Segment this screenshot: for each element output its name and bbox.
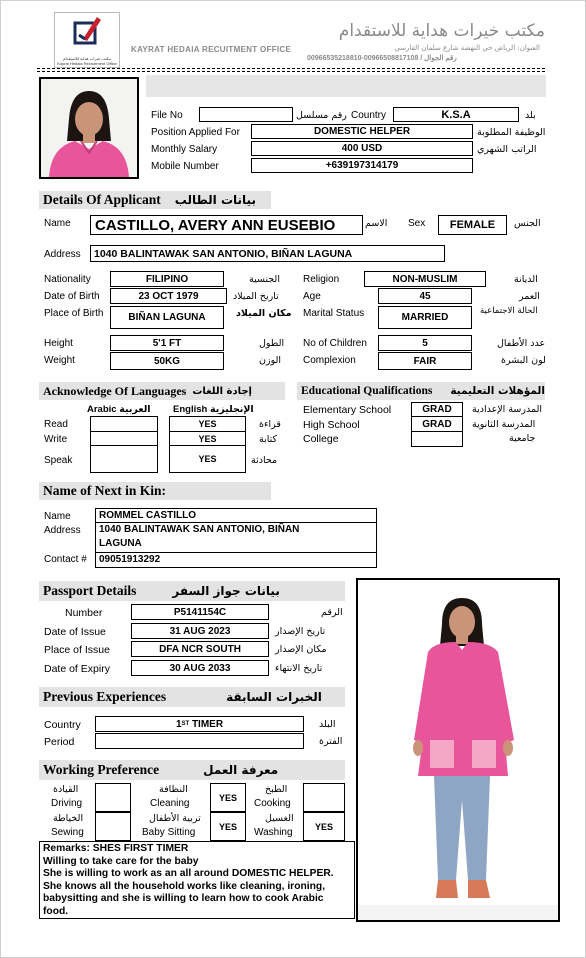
baby-cell: YES	[210, 812, 246, 841]
complexion-label: Complexion	[303, 355, 356, 366]
experience-header: Previous Experiences الخبرات السابقة	[39, 687, 345, 707]
languages-header: Acknowledge Of Languages إجادة اللغات	[39, 382, 285, 400]
preference-header: Working Preference معرفة العمل	[39, 760, 345, 780]
passport-header: Passport Details بيانات جواز السفر	[39, 581, 345, 601]
sewing-label: Sewing	[51, 827, 84, 838]
country-field: K.S.A	[393, 107, 519, 122]
cleaning-label: Cleaning	[150, 798, 190, 809]
exp-country-ar: البلد	[319, 719, 336, 730]
college-cell	[411, 431, 463, 447]
english-col-label: English الإنجليزية	[173, 404, 254, 415]
sewing-cell	[95, 812, 131, 841]
dob-label: Date of Birth	[44, 291, 100, 302]
office-phones: 00966535218810-00966508817108 / رقم الجوال	[307, 55, 457, 62]
passport-place-field: DFA NCR SOUTH	[131, 641, 269, 657]
kin-table	[95, 508, 377, 568]
write-ar: كتابة	[259, 434, 278, 445]
full-body-figure-icon	[358, 580, 558, 920]
age-field: 45	[378, 288, 472, 304]
sewing-ar: الخياطة	[53, 813, 84, 824]
file-no-ar: رقم مسلسل	[296, 110, 347, 121]
passport-expiry-label: Date of Expiry	[44, 663, 110, 675]
weight-label: Weight	[44, 355, 75, 366]
cooking-ar: الطبخ	[265, 784, 288, 795]
passport-issue-field: 31 AUG 2023	[131, 623, 269, 639]
nationality-label: Nationality	[44, 274, 91, 285]
height-ar: الطول	[259, 338, 285, 349]
cleaning-cell: YES	[210, 783, 246, 812]
read-english-cell: YES	[169, 416, 246, 432]
nationality-ar: الجنسية	[249, 274, 280, 285]
kin-contact: 09051913292	[99, 554, 161, 565]
pob-ar: مكان الميلاد	[236, 308, 292, 319]
read-arabic-cell	[90, 416, 158, 432]
passport-expiry-ar: تاريخ الانتهاء	[275, 663, 323, 674]
religion-field: NON-MUSLIM	[364, 271, 486, 287]
exp-country-field: 1 ST TIMER	[95, 716, 304, 732]
pob-field: BIÑAN LAGUNA	[110, 306, 224, 329]
children-field: 5	[378, 335, 472, 351]
country-ar: بلد	[525, 110, 536, 121]
applicant-header: Details Of Applicant بيانات الطالب	[39, 191, 271, 209]
country-label: Country	[351, 110, 387, 121]
kin-header: Name of Next in Kin:	[39, 482, 271, 500]
age-label: Age	[303, 291, 321, 302]
weight-ar: الوزن	[259, 355, 282, 366]
salary-label: Monthly Salary	[151, 144, 218, 155]
read-ar: قراءة	[259, 419, 281, 430]
speak-ar: محادثة	[251, 455, 278, 466]
mobile-field: +639197314179	[251, 158, 473, 173]
passport-place-ar: مكان الإصدار	[275, 644, 327, 655]
speak-arabic-cell	[90, 445, 158, 473]
exp-period-label: Period	[44, 736, 75, 748]
kin-address-1: 1040 BALINTAWAK SAN ANTONIO, BIÑAN	[99, 524, 300, 535]
sex-label: Sex	[408, 218, 426, 229]
marital-ar: الحالة الاجتماعية	[480, 306, 538, 316]
salary-field: 400 USD	[251, 141, 473, 156]
remarks-box	[39, 841, 355, 919]
office-address-ar: العنوان: الرياض حي النهضة شارع سلمان الفارسي	[394, 44, 540, 52]
mobile-label: Mobile Number	[151, 161, 219, 172]
height-label: Height	[44, 338, 73, 349]
driving-ar: القيادة	[53, 784, 79, 795]
passport-issue-ar: تاريخ الإصدار	[275, 626, 326, 637]
nationality-field: FILIPINO	[110, 271, 224, 287]
washing-cell: YES	[303, 812, 345, 841]
file-no-field	[199, 107, 293, 122]
full-body-photo	[356, 578, 560, 922]
religion-label: Religion	[303, 274, 340, 285]
elementary-cell: GRAD	[411, 402, 463, 417]
header-divider-2	[37, 71, 545, 72]
driving-cell	[95, 783, 131, 812]
exp-country-label: Country	[44, 719, 81, 731]
write-arabic-cell	[90, 431, 158, 446]
read-label: Read	[44, 419, 68, 430]
position-field: DOMESTIC HELPER	[251, 124, 473, 139]
speak-label: Speak	[44, 455, 73, 466]
elementary-ar: المدرسة الإعدادية	[472, 404, 542, 415]
passport-number-label: Number	[65, 607, 103, 619]
washing-ar: الغسيل	[265, 813, 294, 824]
sex-field: FEMALE	[438, 215, 507, 235]
name-label: Name	[44, 218, 71, 229]
driving-label: Driving	[51, 798, 83, 809]
write-label: Write	[44, 434, 68, 445]
elementary-label: Elementary School	[303, 404, 392, 416]
exp-period-ar: الفترة	[319, 736, 343, 747]
children-label: No of Children	[303, 338, 367, 349]
weight-field: 50KG	[110, 352, 224, 370]
dob-field: 23 OCT 1979	[110, 288, 227, 304]
name-field: CASTILLO, AVERY ANN EUSEBIO	[90, 215, 363, 235]
position-ar: الوظيفة المطلوبة	[477, 127, 546, 138]
position-label: Position Applied For	[151, 127, 240, 138]
high-ar: المدرسة الثانوية	[472, 419, 536, 430]
cooking-cell	[303, 783, 345, 812]
passport-number-ar: الرقم	[321, 607, 343, 618]
height-field: 5'1 FT	[110, 335, 224, 351]
speak-english-cell: YES	[169, 445, 246, 473]
baby-label: Baby Sitting	[142, 827, 196, 838]
header-divider	[37, 68, 545, 69]
religion-ar: الديانة	[514, 274, 538, 285]
college-label: College	[303, 433, 339, 445]
applicant-photo	[39, 77, 139, 179]
office-name-en: KAYRAT HEDAIA RECUITMENT OFFICE	[131, 45, 292, 54]
dob-ar: تاريخ الميلاد	[233, 291, 279, 302]
office-name-ar: مكتب خيرات هداية للاستقدام	[338, 21, 545, 41]
name-ar: الاسم	[365, 218, 388, 229]
logo-mark-icon	[55, 13, 119, 53]
remarks-line-2: Willing to take care for the baby	[43, 855, 199, 867]
exp-period-field	[95, 733, 304, 749]
passport-expiry-field: 30 AUG 2033	[131, 660, 269, 676]
passport-issue-label: Date of Issue	[44, 626, 106, 638]
education-header: Educational Qualifications المؤهلات التعليمية	[297, 382, 545, 400]
kin-name-label: Name	[44, 511, 71, 522]
address-label: Address	[44, 249, 81, 260]
write-english-cell: YES	[169, 431, 246, 446]
college-ar: جامعية	[509, 433, 536, 444]
marital-field: MARRIED	[378, 306, 472, 329]
kin-address-label: Address	[44, 525, 81, 536]
office-logo	[54, 12, 120, 68]
kin-name: ROMMEL CASTILLO	[99, 510, 197, 521]
kin-address-2: LAGUNA	[99, 538, 142, 549]
marital-label: Marital Status	[303, 308, 365, 319]
kin-contact-label: Contact #	[44, 554, 87, 565]
cooking-label: Cooking	[254, 798, 291, 809]
file-no-label: File No	[151, 110, 183, 121]
remarks-line-3: She is willing to work as an all around DOMESTIC HELPER. She knows all the household works like cleaning, ironing, babysitting and she is willing to learn how to cook Arabic food.	[43, 868, 334, 917]
top-gray-band	[146, 75, 546, 97]
arabic-col-label: Arabic العربية	[87, 404, 151, 415]
age-ar: العمر	[519, 291, 540, 302]
washing-label: Washing	[254, 827, 293, 838]
children-ar: عدد الأطفال	[497, 338, 546, 349]
cleaning-ar: النظافة	[159, 784, 188, 795]
logo-text: مكتب خيرات هداية للاستقدام Kayrat Hedaia Recruitment Office	[57, 56, 117, 66]
complexion-field: FAIR	[378, 352, 472, 370]
high-cell: GRAD	[411, 416, 463, 432]
high-label: High School	[303, 419, 360, 431]
complexion-ar: لون البشرة	[501, 355, 546, 366]
portrait-icon	[41, 79, 137, 177]
passport-place-label: Place of Issue	[44, 644, 110, 656]
address-field: 1040 BALINTAWAK SAN ANTONIO, BIÑAN LAGUNA	[90, 245, 445, 262]
remarks-line-1: Remarks: SHES FIRST TIMER	[43, 843, 189, 854]
baby-ar: تربية الأطفال	[149, 813, 201, 824]
passport-number-field: P5141154C	[131, 604, 269, 620]
pob-label: Place of Birth	[44, 308, 104, 319]
sex-ar: الجنس	[514, 218, 541, 229]
salary-ar: الراتب الشهري	[477, 144, 537, 155]
